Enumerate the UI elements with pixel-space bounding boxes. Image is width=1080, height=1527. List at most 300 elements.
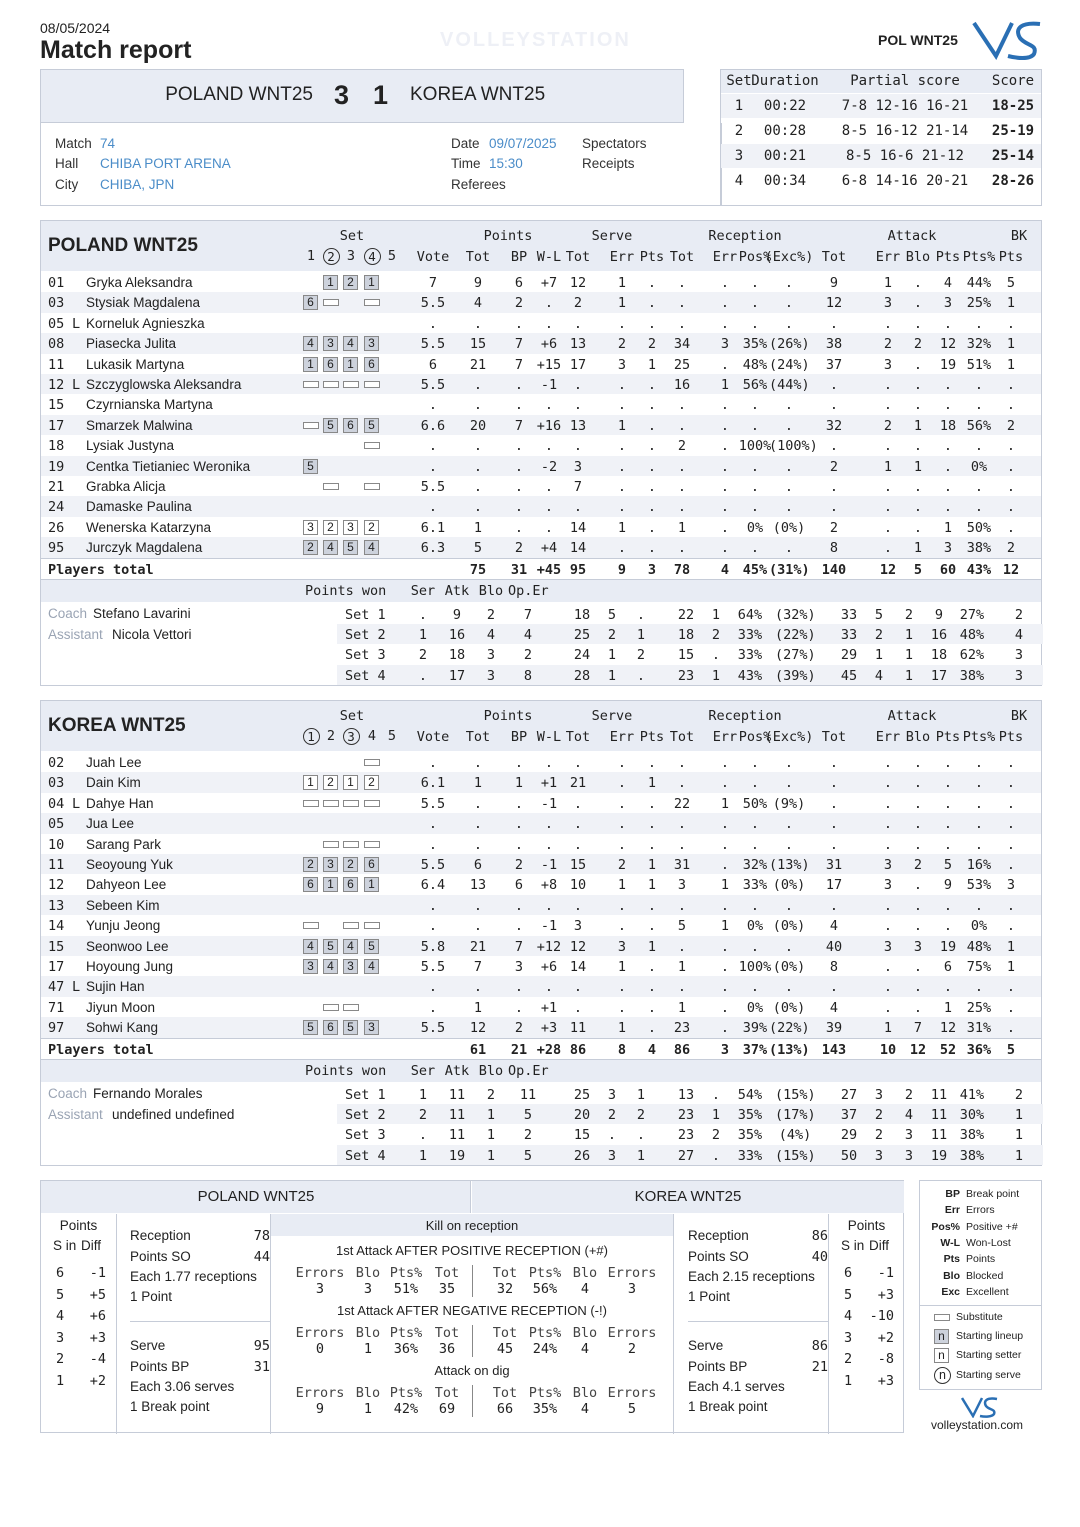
player-row (41, 415, 1041, 435)
stat-cell: . (573, 795, 583, 812)
set-stat-cell: 4 (1014, 627, 1024, 643)
stat-cell: . (428, 897, 438, 914)
set-stats-row (337, 604, 1043, 624)
stat-cell: . (677, 816, 687, 833)
set-number: 3 (346, 248, 356, 264)
set-stat-cell: 16 (930, 627, 948, 643)
stat-cell: 8 (829, 959, 839, 975)
stat-cell: 6.1 (420, 775, 446, 792)
stat-cell: 25% (966, 295, 992, 312)
stat-cell: . (943, 775, 953, 792)
stat-cell: . (573, 999, 583, 1016)
stat-cell: -2 (540, 458, 558, 475)
set-stat-cell: 3 (607, 1147, 617, 1164)
substitute-marker (303, 422, 319, 429)
stat-cell: 48% (966, 938, 992, 955)
assistant-label: Assistant (48, 1106, 103, 1122)
stat-cell: . (617, 315, 627, 332)
stat-cell: . (573, 816, 583, 833)
stat-cell: 12 (825, 295, 843, 312)
substitute-marker (323, 841, 339, 848)
set-position: 1 (303, 357, 318, 372)
set-stat-cell: 54% (737, 1086, 763, 1103)
stat-cell: . (943, 377, 953, 393)
total-cell: 3 (647, 561, 657, 578)
set-stat-cell: 4 (874, 667, 884, 684)
stat-cell: . (750, 479, 760, 495)
set-position: 3 (303, 959, 318, 974)
stat-cell: . (829, 836, 839, 853)
set-table-header: Score (991, 73, 1035, 89)
stat-cell: +7 (540, 275, 558, 291)
stat-cell: . (677, 499, 687, 516)
points-won-header (41, 580, 1041, 602)
kill-header: Blo (355, 1385, 381, 1401)
total-cell: (13%) (769, 1041, 810, 1058)
set-score-cell: 25-19 (991, 123, 1035, 139)
stat-cell: . (720, 499, 730, 516)
stat-cell: . (544, 295, 554, 312)
points-won-col-blo: Blo (478, 582, 504, 599)
coach-label: Coach (48, 605, 88, 621)
legend-abbr: Pos% (931, 1220, 960, 1233)
set-stat-cell: 1 (636, 1086, 646, 1103)
stat-cell: 5.5 (420, 857, 446, 873)
stat-cell: . (720, 540, 730, 557)
legend-substitute: Substitute (956, 1311, 1003, 1323)
stat-cell: 6 (428, 356, 438, 373)
set-stat-cell: 3 (486, 667, 496, 684)
set-stat-cell: 37 (840, 1107, 858, 1123)
set-stat-cell: 27% (959, 606, 985, 623)
stat-cell: . (943, 918, 953, 935)
stat-cell: . (974, 775, 984, 792)
stat-cell: 34 (673, 336, 691, 353)
stat-cell: . (473, 979, 483, 996)
stat-cell: 7 (514, 336, 524, 353)
set-stat-cell: 2 (1014, 606, 1024, 623)
stat-cell: 2 (617, 336, 627, 353)
set-stat-cell: 1 (1014, 1127, 1024, 1144)
stat-cell: 1 (913, 540, 923, 557)
column-header-bp: BP (510, 249, 528, 265)
watermark: VOLLEYSTATION (440, 29, 631, 51)
stat-cell: 1 (883, 458, 893, 475)
stat-cell: 1 (720, 918, 730, 935)
set-stat-cell: (15%) (775, 1086, 816, 1103)
set-stat-cell: 62% (959, 647, 985, 664)
player-row (41, 1017, 1041, 1037)
kill-value: 1 (363, 1401, 373, 1417)
set-stat-cell: 11 (448, 1127, 466, 1144)
stat-cell: 22 (673, 795, 691, 812)
hall-value: CHIBA PORT ARENA (100, 156, 231, 171)
points-so-value: 40 (811, 1249, 828, 1265)
stat-cell: . (544, 836, 554, 853)
kill-value: 2 (627, 1341, 637, 1357)
stat-cell: . (514, 836, 524, 853)
stat-cell: . (943, 836, 953, 853)
set-score-cell: 18-25 (991, 98, 1035, 114)
stat-cell: . (617, 897, 627, 914)
stat-cell: . (913, 979, 923, 996)
libero-marker: L (72, 315, 81, 332)
set-stat-cell: 1 (1014, 1147, 1024, 1164)
legend-abbr: Err (944, 1204, 960, 1217)
stat-cell: . (883, 755, 893, 771)
player-row (41, 834, 1041, 854)
set-score-cell: 00:34 (763, 173, 807, 189)
points-won-header (41, 1060, 1041, 1082)
stat-cell: +12 (536, 938, 562, 955)
stat-cell: +6 (540, 336, 558, 353)
set-stat-cell: 38% (959, 1127, 985, 1144)
player-row (41, 915, 1041, 935)
stat-cell: . (1006, 1020, 1016, 1037)
player-number: 11 (48, 857, 65, 873)
set-position: 1 (323, 275, 338, 290)
stat-cell: (0%) (772, 918, 806, 935)
stat-cell: . (473, 816, 483, 833)
stat-cell: . (720, 1020, 730, 1037)
set-stat-cell: 4 (523, 627, 533, 643)
stat-cell: 5.5 (420, 479, 446, 495)
stat-cell: . (784, 979, 794, 996)
stat-cell: -1 (540, 795, 558, 812)
column-header-vote: Vote (416, 729, 450, 745)
stat-cell: . (974, 438, 984, 455)
total-cell: 60 (939, 561, 957, 578)
stat-cell: +6 (540, 959, 558, 975)
set-position: 2 (364, 520, 379, 535)
player-name: Dahyeon Lee (86, 877, 167, 893)
player-name: Gryka Aleksandra (86, 275, 193, 290)
stat-cell: (100%) (769, 438, 818, 455)
stat-cell: . (514, 397, 524, 414)
stat-cell: . (750, 979, 760, 996)
points-won-col-ser: Ser (410, 1062, 436, 1079)
rotation-s-in: 6 (844, 1265, 853, 1281)
date-value: 09/07/2025 (489, 136, 557, 151)
column-header-bkpts: Pts (998, 729, 1024, 745)
stat-cell: . (1006, 918, 1016, 935)
stat-cell: . (573, 499, 583, 516)
stat-cell: -1 (540, 857, 558, 873)
set-stat-cell: (22%) (775, 627, 816, 643)
player-row (41, 496, 1041, 516)
total-cell: +28 (536, 1041, 562, 1058)
kill-header: Blo (572, 1265, 598, 1281)
stat-cell: 1 (617, 275, 627, 291)
stat-cell: . (883, 836, 893, 853)
stat-cell: . (829, 438, 839, 455)
column-header-err: Err (712, 249, 738, 265)
set-position: 6 (343, 418, 358, 433)
player-number: 18 (48, 438, 65, 455)
stat-cell: 1 (647, 857, 657, 873)
set-stat-cell: 2 (904, 1086, 914, 1103)
stat-cell: 1 (1006, 938, 1016, 955)
total-cell: 5 (1006, 1041, 1016, 1058)
set-stat-cell: 2 (711, 1127, 721, 1144)
stat-cell: . (974, 315, 984, 332)
stat-cell: 12 (939, 336, 957, 353)
player-number: 03 (48, 295, 65, 312)
stat-cell: . (974, 836, 984, 853)
set-scores-table (720, 69, 1042, 206)
stat-cell: (0%) (772, 999, 806, 1016)
stat-cell: . (514, 918, 524, 935)
set-stat-cell: 41% (959, 1086, 985, 1103)
column-header-bp: BP (510, 729, 528, 745)
set-position: 1 (364, 877, 379, 892)
column-header-exc: (Exc%) (764, 729, 814, 745)
stat-cell: . (617, 540, 627, 557)
set-stat-cell: 1 (418, 1147, 428, 1164)
stat-cell: . (514, 479, 524, 495)
stat-cell: 1 (943, 999, 953, 1016)
stat-cell: 1 (617, 1020, 627, 1037)
set-position: 2 (364, 775, 379, 790)
substitute-marker (364, 442, 380, 449)
stat-cell: 7 (514, 356, 524, 373)
stat-cell: 3 (617, 938, 627, 955)
set-stat-cell: 18 (448, 647, 466, 664)
stat-cell: 6 (943, 959, 953, 975)
set-stat-cell: 20 (573, 1107, 591, 1123)
break-point-label: 1 Break point (130, 1399, 210, 1414)
set-stats-label: Set 1 (345, 606, 386, 623)
player-row (41, 435, 1041, 455)
stat-cell: . (943, 479, 953, 495)
stat-cell: . (974, 479, 984, 495)
stat-cell: 1 (617, 877, 627, 894)
stat-cell: . (573, 897, 583, 914)
player-number: 47 (48, 979, 65, 996)
stat-cell: . (617, 499, 627, 516)
total-cell: 4 (720, 561, 730, 578)
stat-cell: . (913, 377, 923, 393)
stat-cell: . (720, 458, 730, 475)
set-stat-cell: 9 (452, 606, 462, 623)
set-position: 4 (343, 939, 358, 954)
stat-cell: . (647, 959, 657, 975)
total-cell: 61 (469, 1041, 487, 1058)
volleystation-logo (972, 20, 1044, 60)
stat-cell: . (428, 438, 438, 455)
set-score-cell: 28-26 (991, 173, 1035, 189)
set-position: 5 (343, 540, 358, 555)
set-stat-cell: (15%) (775, 1147, 816, 1164)
stat-cell: 50% (966, 519, 992, 536)
stat-cell: . (677, 836, 687, 853)
set-stat-cell: 9 (934, 606, 944, 623)
stat-cell: (44%) (769, 377, 810, 393)
stat-cell: . (573, 755, 583, 771)
starting-serve-marker: 2 (323, 248, 340, 265)
home-team-name: POLAND WNT25 (165, 84, 313, 105)
stat-cell: 3 (573, 918, 583, 935)
stat-cell: . (428, 397, 438, 414)
stat-cell: . (913, 295, 923, 312)
set-position: 5 (303, 1020, 318, 1035)
player-row (41, 313, 1041, 333)
stat-cell: . (617, 816, 627, 833)
stat-cell: 12 (469, 1020, 487, 1037)
set-stat-cell: 2 (523, 1127, 533, 1144)
total-cell: 86 (673, 1041, 691, 1058)
stat-cell: . (750, 540, 760, 557)
set-position: 6 (364, 857, 379, 872)
stat-cell: 0% (970, 458, 988, 475)
stat-cell: 18 (939, 417, 957, 434)
set-position: 5 (323, 418, 338, 433)
total-cell: 12 (909, 1041, 927, 1058)
player-number: 71 (48, 999, 65, 1016)
players-total-row (41, 1038, 1041, 1060)
player-name: Centka Tietianiec Weronika (86, 458, 251, 474)
stat-cell: . (1006, 755, 1016, 771)
stat-cell: . (784, 938, 794, 955)
set-stat-cell: 16 (448, 627, 466, 643)
stat-cell: 1 (473, 775, 483, 792)
kill-value: 0 (315, 1341, 325, 1357)
stat-cell: . (428, 836, 438, 853)
substitute-marker (323, 483, 339, 490)
set-stat-cell: 4 (904, 1107, 914, 1123)
stat-cell: . (617, 397, 627, 414)
stat-cell: 8 (829, 540, 839, 557)
player-name: Sarang Park (86, 836, 162, 852)
set-position: 2 (323, 775, 338, 790)
kill-header: Errors (295, 1265, 345, 1281)
stat-cell: . (677, 417, 687, 434)
stat-cell: . (720, 836, 730, 853)
stat-cell: . (829, 897, 839, 914)
set-stat-cell: 8 (523, 667, 533, 684)
player-row (41, 976, 1041, 996)
kill-value: 3 (627, 1281, 637, 1297)
stat-cell: . (1006, 979, 1016, 996)
player-row (41, 354, 1041, 374)
stat-cell: . (974, 755, 984, 771)
column-header-tot: Tot (821, 249, 847, 265)
player-number: 95 (48, 540, 65, 557)
stat-cell: 2 (883, 417, 893, 434)
stat-cell: . (1006, 499, 1016, 516)
set-stat-cell: 2 (904, 606, 914, 623)
stat-cell: 33% (742, 877, 768, 894)
player-name: Jua Lee (86, 816, 135, 832)
stat-cell: 3 (943, 295, 953, 312)
set-stat-cell: 35% (737, 1127, 763, 1144)
set-table-header: Duration (751, 73, 819, 89)
legend-abbr: BP (945, 1188, 960, 1200)
stat-cell: 1 (647, 877, 657, 894)
set-position: 4 (303, 336, 318, 351)
stat-cell: 6 (514, 275, 524, 291)
set-stat-cell: (32%) (775, 606, 816, 623)
stat-cell: 2 (913, 857, 923, 873)
kill-value: 24% (532, 1341, 558, 1357)
total-cell: 36% (966, 1041, 992, 1058)
stat-cell: . (974, 816, 984, 833)
player-row (41, 813, 1041, 833)
stat-cell: . (913, 479, 923, 495)
set-score-cell: 6-8 14-16 20-21 (841, 173, 969, 189)
legend-desc: Errors (966, 1204, 995, 1217)
separator (130, 1321, 270, 1322)
stat-cell: . (514, 458, 524, 475)
stat-cell: . (544, 519, 554, 536)
stat-cell: 17 (569, 356, 587, 373)
player-number: 19 (48, 458, 65, 475)
player-number: 08 (48, 336, 65, 353)
starting-setter-marker: n (934, 1348, 949, 1363)
stat-cell: 11 (569, 1020, 587, 1037)
rotation-diff: +2 (89, 1373, 106, 1389)
set-stat-cell: 24 (573, 647, 591, 664)
set-stat-cell: 18 (930, 647, 948, 664)
set-stat-cell: 1 (418, 1086, 428, 1103)
set-stat-cell: 11 (519, 1086, 537, 1103)
set-position: 1 (364, 275, 379, 290)
stat-cell: . (617, 836, 627, 853)
stat-cell: (0%) (772, 877, 806, 894)
stat-cell: 100% (738, 959, 772, 975)
stat-cell: . (677, 479, 687, 495)
substitute-marker (364, 922, 380, 929)
stat-cell: +8 (540, 877, 558, 894)
stat-cell: . (943, 499, 953, 516)
stat-cell: 40 (825, 938, 843, 955)
kill-value: 35% (532, 1401, 558, 1417)
total-cell: 78 (673, 561, 691, 578)
player-row (41, 936, 1041, 956)
legend-desc: Positive +# (966, 1220, 1018, 1233)
stat-cell: . (720, 979, 730, 996)
stat-cell: . (473, 918, 483, 935)
set-stat-cell: 3 (904, 1127, 914, 1144)
set-number: 2 (326, 728, 336, 744)
legend-desc: Break point (966, 1188, 1020, 1200)
stat-cell: 12 (569, 938, 587, 955)
players-total-row (41, 558, 1041, 580)
substitute-marker (364, 841, 380, 848)
set-position: 2 (303, 857, 318, 872)
column-divider (116, 1214, 117, 1434)
stat-cell: 75% (966, 959, 992, 975)
stat-cell: . (677, 897, 687, 914)
rotation-s-in: 2 (56, 1351, 65, 1368)
stat-cell: . (617, 755, 627, 771)
stat-cell: 2 (514, 857, 524, 873)
stat-cell: . (750, 816, 760, 833)
total-cell: 52 (939, 1041, 957, 1058)
column-header-tot: Tot (565, 249, 591, 265)
player-name: Lukasik Martyna (86, 356, 185, 372)
column-header-exc: (Exc%) (764, 249, 814, 265)
set-position: 5 (303, 459, 318, 474)
kill-header: Pts% (389, 1325, 423, 1341)
stat-cell: 1 (883, 1020, 893, 1037)
total-cell: (31%) (769, 561, 810, 578)
legend-abbr: W-L (940, 1236, 960, 1249)
stat-cell: 15 (569, 857, 587, 873)
player-row (41, 793, 1041, 813)
player-row (41, 292, 1041, 312)
away-team-name: KOREA WNT25 (410, 84, 546, 105)
